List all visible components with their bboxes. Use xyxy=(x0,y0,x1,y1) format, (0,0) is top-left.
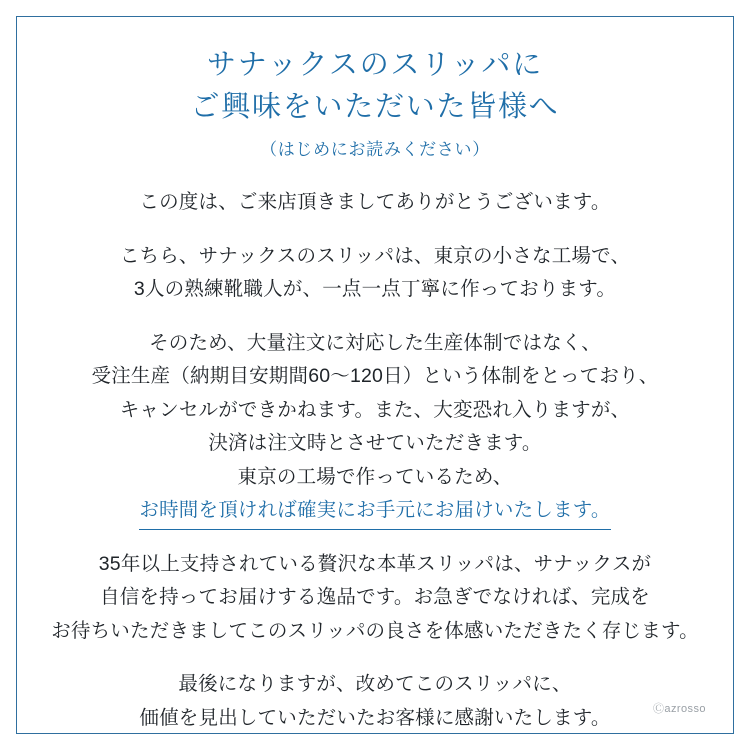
paragraph-line: そのため、大量注文に対応した生産体制ではなく、 xyxy=(149,331,601,354)
paragraph-line: 3人の熟練靴職人が、一点一点丁寧に作っております。 xyxy=(133,278,617,301)
paragraph-line: 35年以上支持されている贅沢な本革スリッパは、サナックスが xyxy=(98,552,652,575)
paragraph-line: 東京の工場で作っているため、 xyxy=(237,465,513,488)
paragraph-greeting xyxy=(51,186,699,220)
paragraph-line: 自信を持ってお届けする逸品です。お急ぎでなければ、完成を xyxy=(100,586,650,609)
paragraph-line: キャンセルができかねます。また、大変恐れ入りますが、 xyxy=(119,398,631,421)
paragraph-line: お待ちいただきましてこのスリッパの良さを体感いただきたく存じます。 xyxy=(51,619,699,642)
page-title-line-2: ご興味をいただいた皆様へ xyxy=(190,91,560,124)
paragraph-line: 決済は注文時とさせていただきます。 xyxy=(208,432,542,455)
page-title-line-1: サナックスのスリッパに xyxy=(206,49,544,81)
paragraph-closing xyxy=(51,668,699,735)
paragraph-line: こちら、サナックスのスリッパは、東京の小さな工場で、 xyxy=(119,244,631,267)
paragraph-production-policy xyxy=(51,327,699,530)
paragraph-line: この度は、ご来店頂きましてありがとうございます。 xyxy=(139,191,611,214)
paragraph-line: 受注生産（納期目安期間60〜120日）という体制をとっており、 xyxy=(91,365,659,388)
paragraph-line: 最後になりますが、改めてこのスリッパに、 xyxy=(178,673,572,696)
highlighted-line-wrapper xyxy=(51,494,699,530)
title-block xyxy=(191,44,560,160)
paragraph-line: 価値を見出していただいたお客様に感謝いたします。 xyxy=(139,707,611,729)
page-subtitle: （はじめにお読みください） xyxy=(260,140,490,160)
paragraph-about-factory xyxy=(51,240,699,307)
paragraph-quality xyxy=(51,548,699,649)
body-block xyxy=(51,182,699,735)
highlighted-notice: お時間を頂ければ確実にお手元にお届けいたします。 xyxy=(139,494,610,530)
copyright-credit: Ⓒazrosso xyxy=(652,703,706,715)
